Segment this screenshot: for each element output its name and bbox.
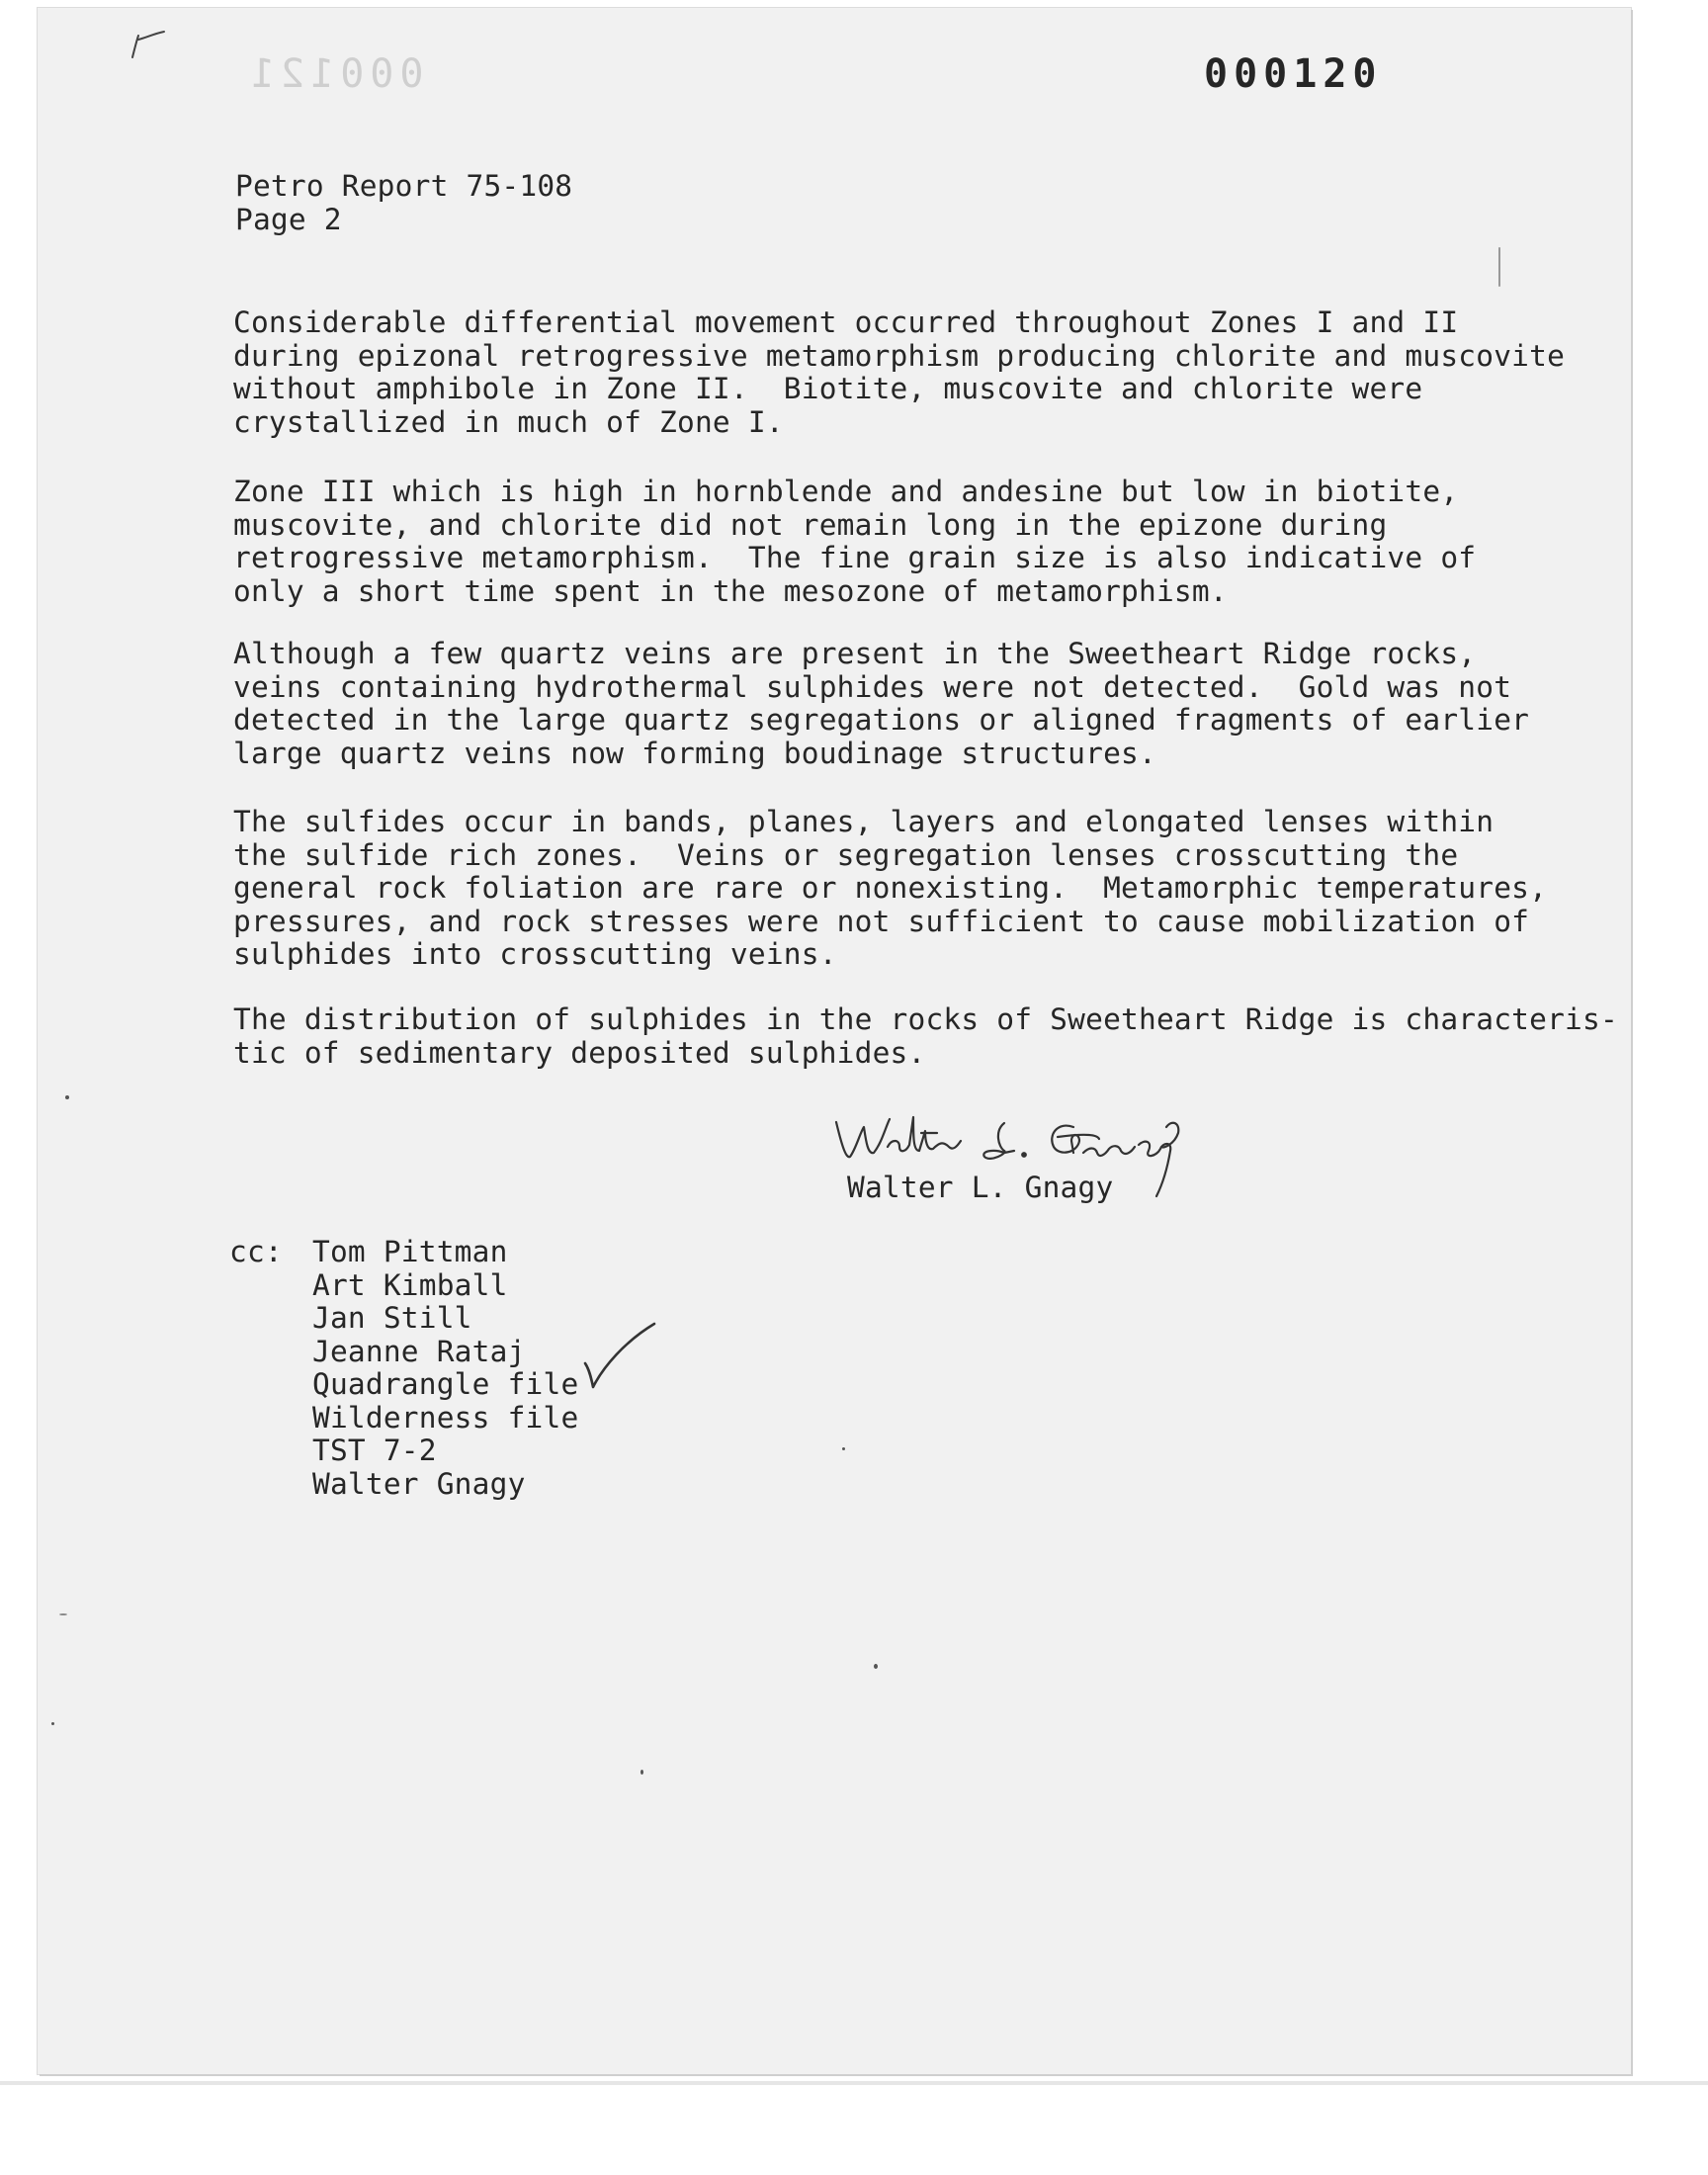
cc-recipient: Wilderness file	[312, 1400, 579, 1435]
paragraph-line: muscovite, and chlorite did not remain long in the epizone during	[233, 507, 1388, 542]
paragraph-line: Although a few quartz veins are present in the Sweetheart Ridge rocks,	[233, 637, 1477, 670]
paragraph-4	[233, 806, 1547, 972]
report-header	[235, 170, 572, 236]
paragraph-line: only a short time spent in the mesozone of metamorphism.	[233, 573, 1228, 608]
paragraph-line: without amphibole in Zone II. Biotite, muscovite and chlorite were	[233, 372, 1423, 405]
paragraph-line: Considerable differential movement occurred throughout Zones I and II	[233, 305, 1459, 339]
paragraph-line: general rock foliation are rare or nonexisting. Metamorphic temperatures,	[233, 871, 1548, 905]
paragraph-line: tic of sedimentary deposited sulphides.	[233, 1035, 926, 1070]
paragraph-line: during epizonal retrogressive metamorphism producing chlorite and muscovite	[233, 338, 1566, 373]
paragraph-line: The sulfides occur in bands, planes, layers and elongated lenses within	[233, 805, 1494, 838]
scan-speck	[59, 1613, 67, 1615]
paragraph-line: pressures, and rock stresses were not sufficient to cause mobilization of	[233, 904, 1530, 938]
scan-speck	[65, 1095, 69, 1099]
paragraph-line: crystallized in much of Zone I.	[233, 404, 784, 439]
signer-name: Walter L. Gnagy	[847, 1171, 1114, 1204]
paragraph-3	[233, 638, 1529, 770]
paragraph-line: The distribution of sulphides in the rocks of Sweetheart Ridge is characteris-	[233, 1002, 1618, 1036]
cc-recipient-list	[312, 1236, 578, 1501]
cc-recipient: Art Kimball	[312, 1267, 508, 1302]
cc-recipient: TST 7-2	[312, 1434, 437, 1467]
cc-recipient: Jan Still	[312, 1301, 472, 1335]
scan-edge	[0, 2081, 1708, 2085]
scan-speck	[874, 1664, 878, 1669]
paragraph-5	[233, 1003, 1618, 1070]
report-title: Petro Report 75-108	[235, 169, 573, 203]
paragraph-line: retrogressive metamorphism. The fine grain size is also indicative of	[233, 541, 1477, 574]
page-label: Page 2	[235, 202, 342, 236]
paragraph-line: Zone III which is high in hornblende and andesine but low in biotite,	[233, 475, 1459, 508]
scan-speck	[640, 1770, 643, 1775]
cc-label: cc:	[229, 1235, 283, 1268]
scan-speck	[1498, 247, 1500, 287]
cc-recipient: Quadrangle file	[312, 1367, 579, 1401]
paragraph-line: large quartz veins now forming boudinage structures.	[233, 736, 1156, 770]
cc-recipient: Tom Pittman	[312, 1235, 508, 1268]
page-number-stamp: 000120	[1204, 51, 1383, 97]
paragraph-line: sulphides into crosscutting veins.	[233, 937, 837, 971]
paragraph-line: the sulfide rich zones. Veins or segregation lenses crosscutting the	[233, 837, 1459, 872]
scan-speck	[51, 1722, 54, 1725]
paragraph-line: veins containing hydrothermal sulphides were not detected. Gold was not	[233, 669, 1512, 704]
paragraph-1	[233, 306, 1565, 439]
paragraph-line: detected in the large quartz segregations or aligned fragments of earlier	[233, 703, 1530, 737]
cc-recipient: Walter Gnagy	[312, 1466, 526, 1501]
bleed-through-page-number: 000121	[245, 51, 424, 97]
scan-speck	[842, 1447, 845, 1450]
paragraph-2	[233, 476, 1476, 608]
checkmark-icon	[581, 1320, 660, 1394]
cc-recipient: Jeanne Rataj	[312, 1334, 526, 1368]
corner-pen-mark	[125, 28, 184, 67]
